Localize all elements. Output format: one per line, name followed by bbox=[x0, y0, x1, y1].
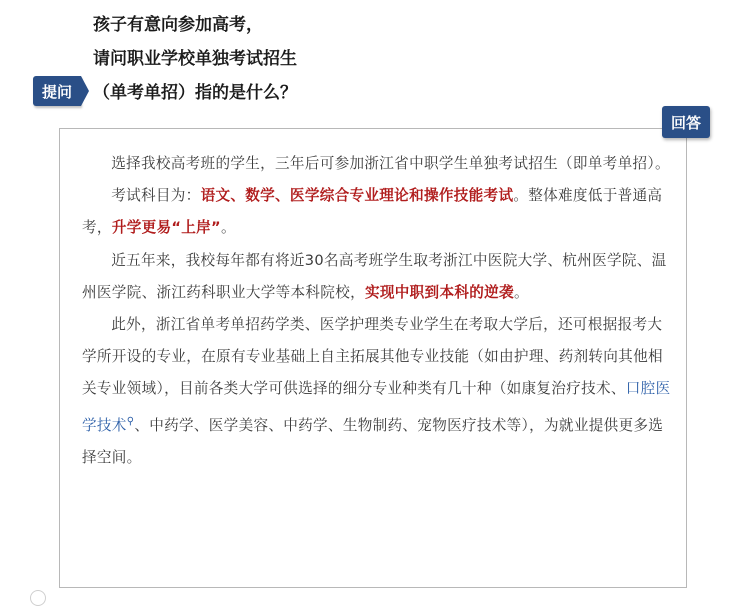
question-line-3: （单考单招）指的是什么？ bbox=[93, 83, 297, 103]
difficulty-text: 。整体难度低于普通高考， bbox=[82, 187, 663, 237]
corner-decoration bbox=[30, 590, 46, 606]
majors-text-cont: 、中药学、医学美容、中药学、生物制药、宠物医疗技术等），为就业提供更多选择空间。 bbox=[82, 416, 664, 466]
answer-paragraph-4 bbox=[82, 309, 672, 474]
question-text bbox=[93, 8, 297, 110]
exam-subjects-highlight: 语文、数学、医学综合专业理论和操作技能考试 bbox=[200, 187, 514, 205]
answer-paragraph-3 bbox=[82, 245, 672, 309]
dental-tech-link[interactable]: 口腔医学技术 bbox=[82, 380, 671, 434]
answer-text bbox=[82, 148, 672, 474]
exam-subjects-intro: 考试科目为： bbox=[111, 187, 201, 205]
answer-paragraph-2 bbox=[82, 180, 672, 244]
upgrade-highlight: 实现中职到本科的逆袭 bbox=[364, 283, 514, 301]
answer-badge: 回答 bbox=[662, 106, 710, 138]
period: 。 bbox=[220, 219, 236, 237]
question-line-2: 请问职业学校单独考试招生 bbox=[93, 49, 297, 69]
answer-paragraph-1: 选择我校高考班的学生，三年后可参加浙江省中职学生单独考试招生（即单考单招）。 bbox=[111, 155, 670, 172]
question-badge: 提问 bbox=[33, 76, 81, 106]
period: 。 bbox=[513, 283, 529, 301]
question-line-1: 孩子有意向参加高考， bbox=[93, 15, 263, 35]
results-text: 近五年来，我校每年都有将近30名高考班学生取考浙江中医院大学、杭州医学院、温州医学院、浙江药科职业大学等本科院校， bbox=[82, 251, 667, 301]
search-icon[interactable]: ⚲ bbox=[126, 415, 135, 427]
easier-admission-highlight: 升学更易“上岸” bbox=[111, 219, 221, 237]
majors-text: 此外，浙江省单考单招药学类、医学护理类专业学生在考取大学后，还可根据报考大学所开设的专业，在原有专业基础上自主拓展其他专业技能（如由护理、药剂转向其他相关专业领域），目前各类大学可供选择的细分专业种类有几十种（如康复治疗技术、 bbox=[82, 316, 663, 398]
